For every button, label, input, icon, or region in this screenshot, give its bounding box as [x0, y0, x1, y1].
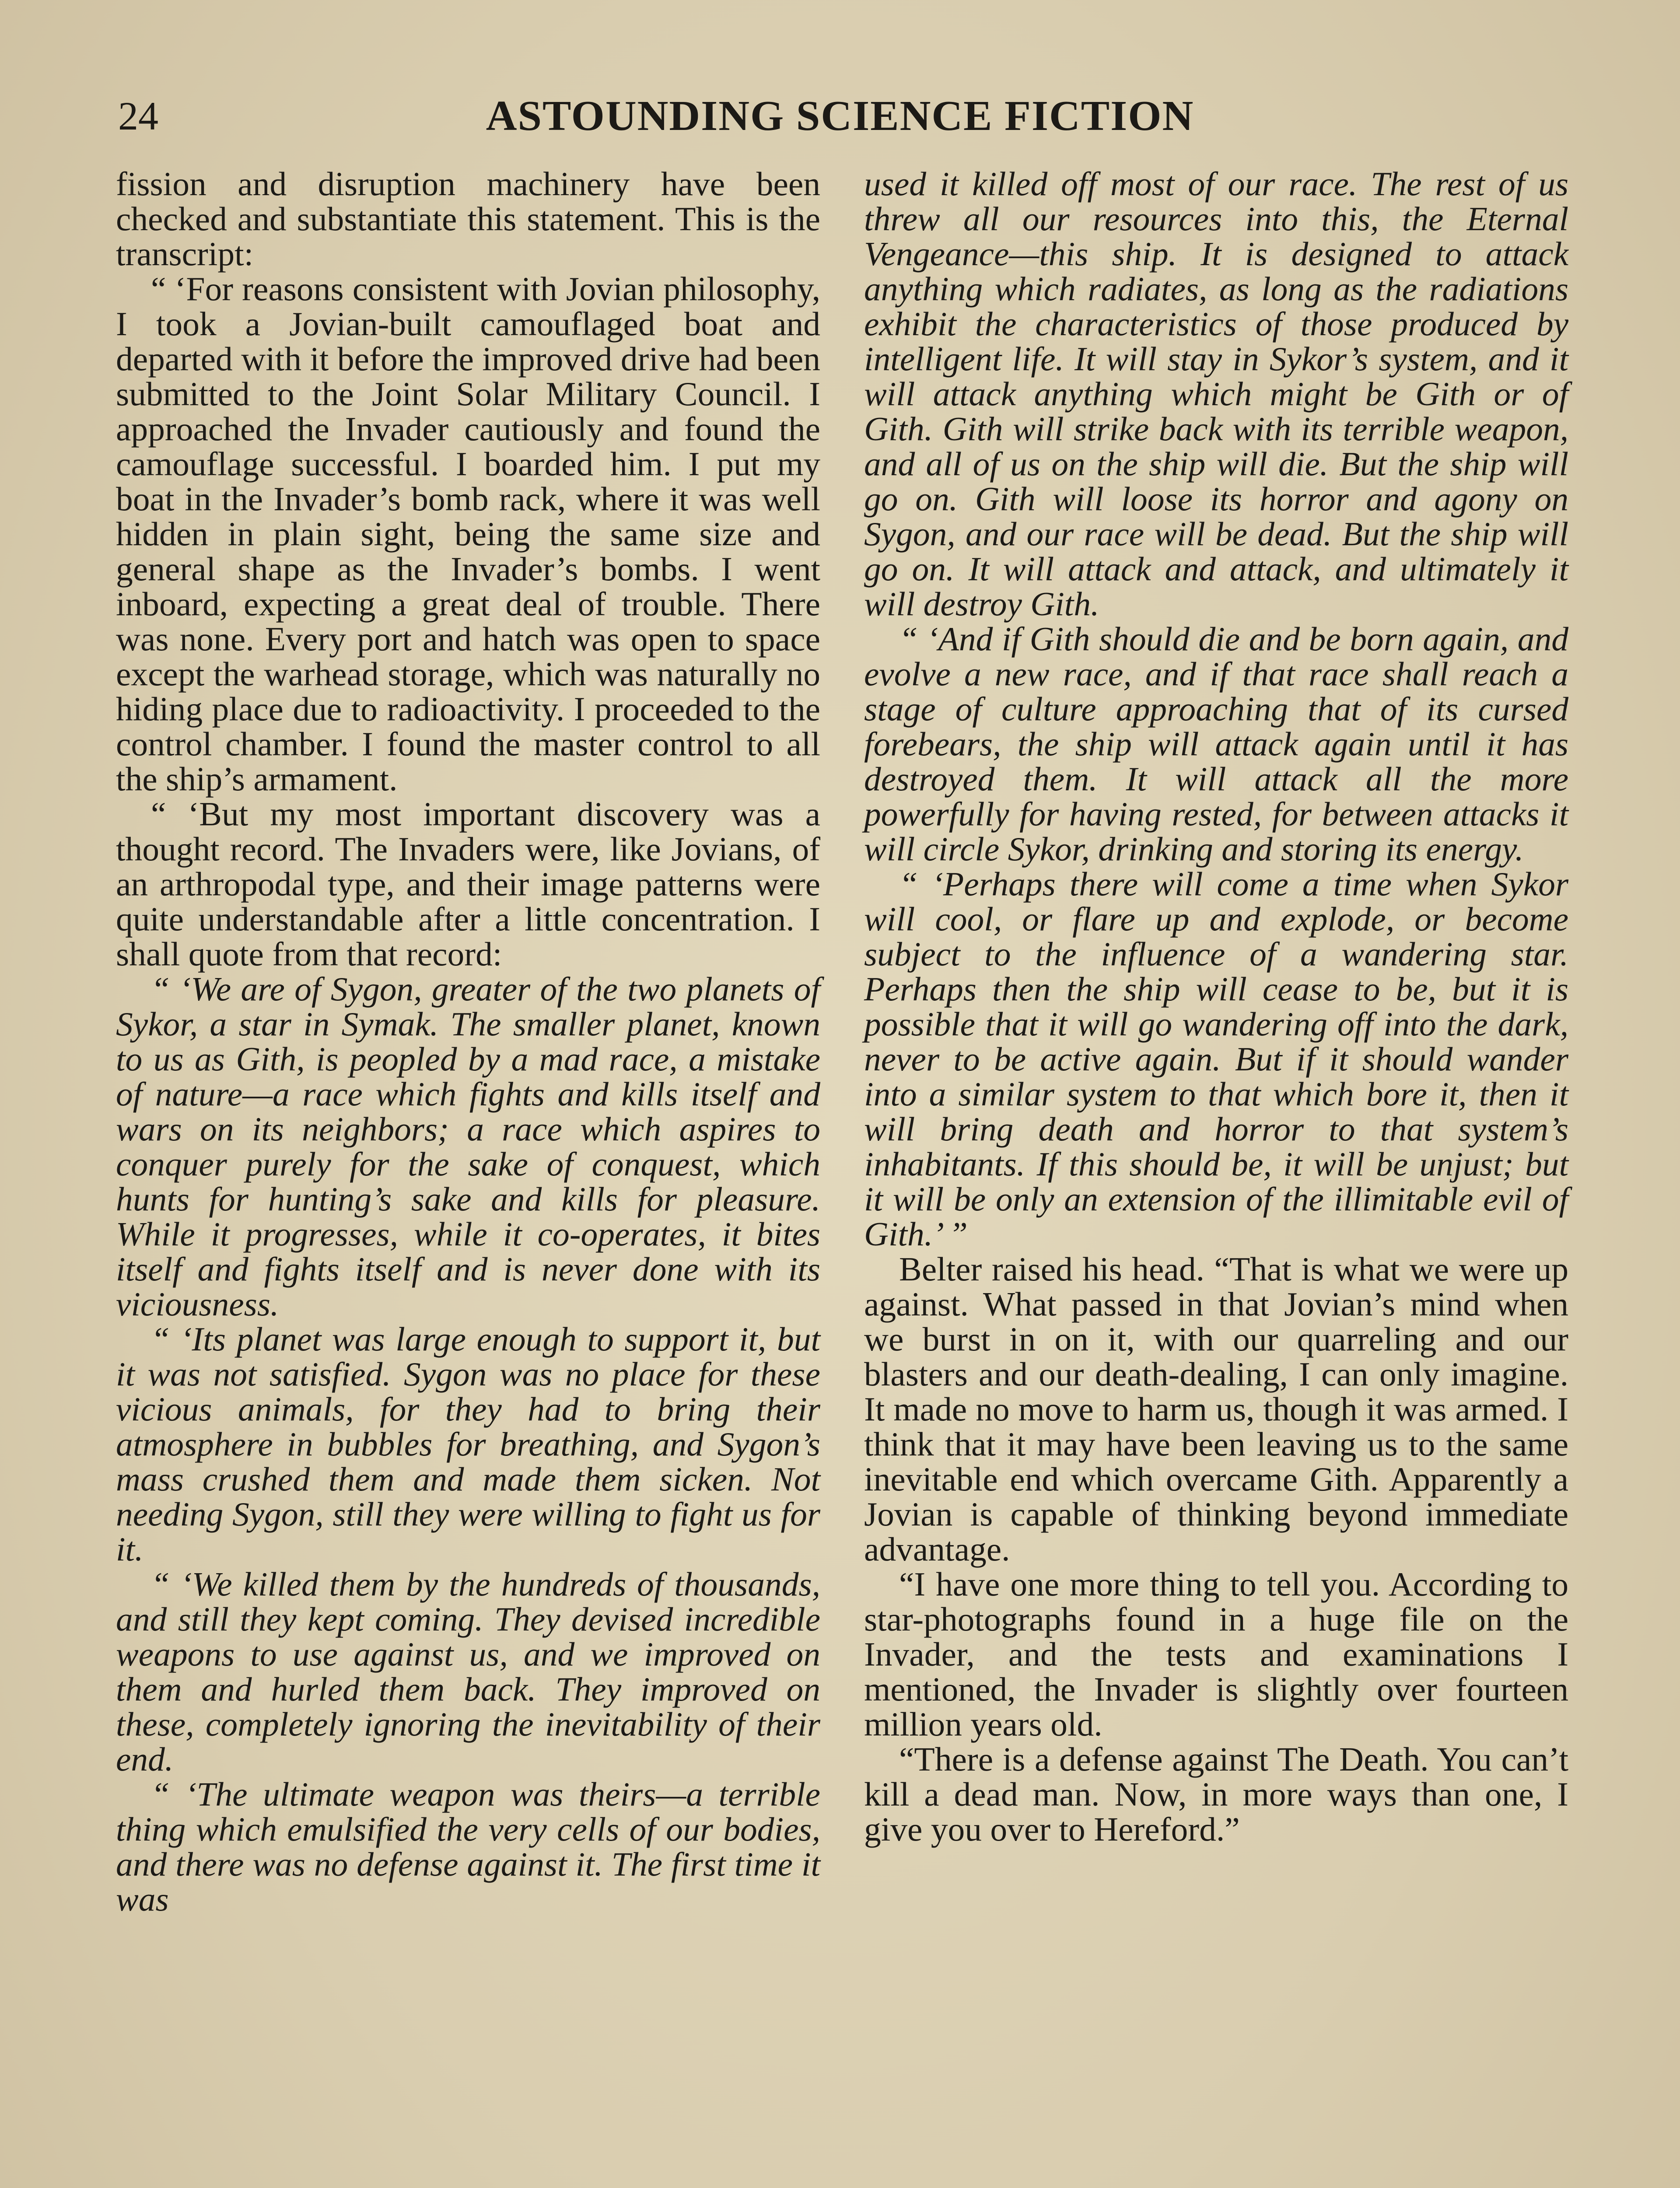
paragraph: “ ‘We are of Sygon, greater of the two planets of Sykor, a star in Symak. The smaller planet, known to us as Gith, is peopled by a mad race, a mistake of nature—a race which fights and kills itself and wars on its neighbors; a race which aspires to conquer purely for the sake of conquest, which hunts for hunting’s sake and kills for pleasure. While it progresses, while it co-operates, it bites itself and fights itself and is never done with its viciousness. [116, 970, 820, 1323]
right-column [864, 166, 1568, 2188]
paragraph: “ ‘Its planet was large enough to support it, but it was not satisfied. Sygon was no place for these vicious animals, for they had to bring their atmosphere in bubbles for breathing, and Sygon’s mass crushed them and made them sicken. Not needing Sygon, still they were willing to fight us for it. [116, 1320, 820, 1568]
paragraph: “ ‘The ultimate weapon was theirs—a terrible thing which emulsified the very cells of our bodies, and there was no defense against it. The first time it was [116, 1775, 820, 1918]
paragraph: “ ‘Perhaps there will come a time when Sykor will cool, or flare up and explode, or become subject to the influence of a wandering star. Perhaps then the ship will cease to be, but it is possible that it will go wandering off into the dark, never to be active again. But if it should wander into a similar system to that which bore it, then it will bring death and horror to that system’s inhabitants. If this should be, it will be unjust; but it will be only an extension of the illimitable evil of Gith.’ ” [864, 865, 1568, 1253]
paragraph: “ ‘And if Gith should die and be born again, and evolve a new race, and if that race shall reach a stage of culture approaching that of its cursed forebears, the ship will attack again until it has destroyed them. It will attack all the more powerfully for having rested, for between attacks it will circle Sykor, drinking and storing its energy. [864, 620, 1568, 868]
running-head: ASTOUNDING SCIENCE FICTION [486, 92, 1194, 140]
text-columns [116, 166, 1568, 2188]
left-column [116, 166, 820, 2188]
page-header [118, 88, 1562, 144]
page-number: 24 [118, 94, 158, 138]
paragraph: “ ‘But my most important discovery was a thought record. The Invaders were, like Jovians, of an arthropodal type, and their image patterns were quite understandable after a little concentration. I shall quote from that record: [116, 795, 820, 973]
paragraph: “There is a defense against The Death. You can’t kill a dead man. Now, in more ways than one, I give you over to Hereford.” [864, 1740, 1568, 1848]
paragraph: Belter raised his head. “That is what we were up against. What passed in that Jovian’s mind when we burst in on it, with our quarreling and our blasters and our death-dealing, I can only imagine. It made no move to harm us, though it was armed. I think that it may have been leaving us to the same inevitable end which overcame Gith. Apparently a Jovian is capable of thinking beyond immediate advantage. [864, 1250, 1568, 1568]
paragraph: fission and disruption machinery have been checked and substantiate this statement. This is the transcript: [116, 165, 820, 273]
paragraph: used it killed off most of our race. The rest of us threw all our resources into this, the Eternal Vengeance—this ship. It is designed to attack anything which radiates, as long as the radiations exhibit the characteristics of those produced by intelligent life. It will stay in Sykor’s system, and it will attack anything which might be Gith or of Gith. Gith will strike back with its terrible weapon, and all of us on the ship will die. But the ship will go on. Gith will loose its horror and agony on Sygon, and our race will be dead. But the ship will go on. It will attack and attack, and ultimately it will destroy Gith. [864, 165, 1568, 623]
paragraph: “I have one more thing to tell you. According to star-photographs found in a huge file on the Invader, and the tests and examinations I mentioned, the Invader is slightly over fourteen million years old. [864, 1565, 1568, 1743]
paragraph: “ ‘We killed them by the hundreds of thousands, and still they kept coming. They devised incredible weapons to use against us, and we improved on them and hurled them back. They improved on these, completely ignoring the inevitability of their end. [116, 1565, 820, 1778]
paragraph: “ ‘For reasons consistent with Jovian philosophy, I took a Jovian-built camouflaged boat and departed with it before the improved drive had been submitted to the Joint Solar Military Council. I approached the Invader cautiously and found the camouflage successful. I boarded him. I put my boat in the Invader’s bomb rack, where it was well hidden in plain sight, being the same size and general shape as the Invader’s bombs. I went inboard, expecting a great deal of trouble. There was none. Every port and hatch was open to space except the warhead storage, which was naturally no hiding place due to radioactivity. I proceeded to the control chamber. I found the master control to all the ship’s armament. [116, 270, 820, 798]
